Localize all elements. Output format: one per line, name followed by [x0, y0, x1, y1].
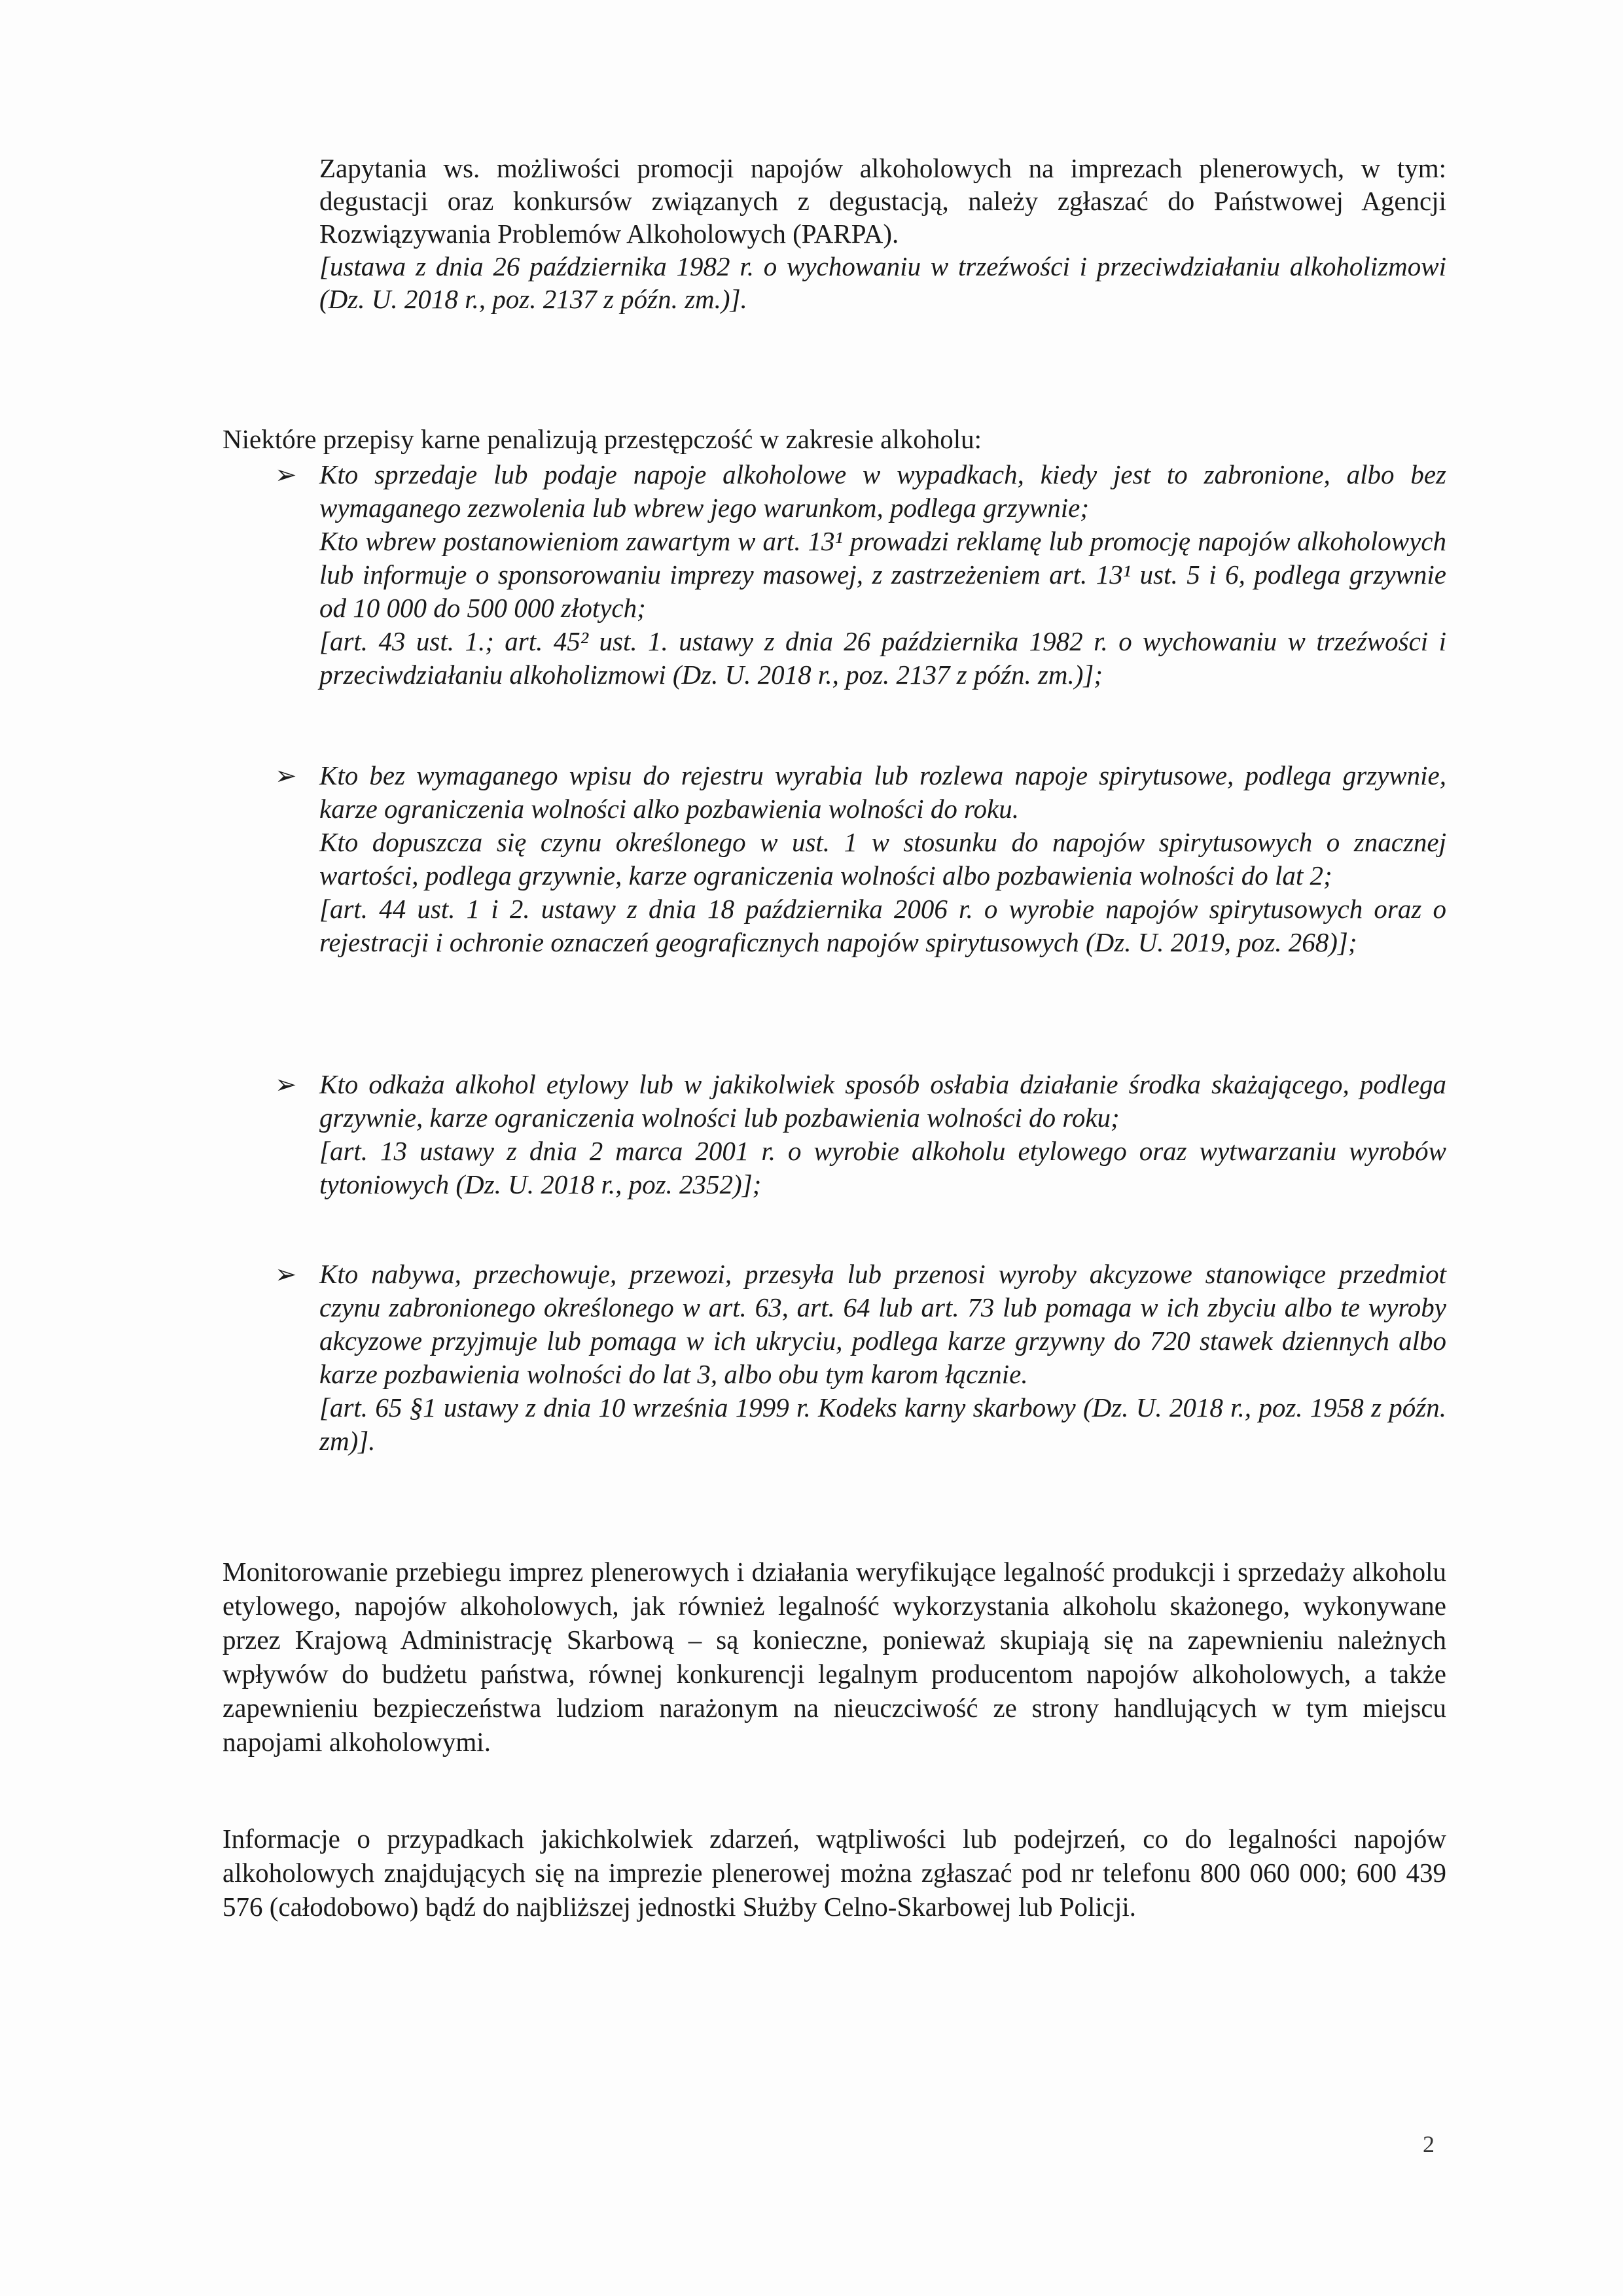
provision-citation: [art. 43 ust. 1.; art. 45² ust. 1. ustawy z dnia 26 października 1982 r. o wychowaniu w trzeźwości i przeciwdziałaniu alkoholizmowi (Dz. U. 2018 r., poz. 2137 z późn. zm.)];	[319, 626, 1446, 690]
page-number: 2	[1423, 2131, 1435, 2157]
provision-text: Kto wbrew postanowieniom zawartym w art. 13¹ prowadzi reklamę lub promocję napojów alkoholowych lub informuje o sponsorowaniu imprezy masowej, z zastrzeżeniem art. 13¹ ust. 5 i 6, podlega grzywnie od 10 000 do 500 000 złotych;	[319, 526, 1446, 623]
penal-provision-item	[275, 759, 1446, 959]
contact-information-paragraph: Informacje o przypadkach jakichkolwiek zdarzeń, wątpliwości lub podejrzeń, co do legalności napojów alkoholowych znajdujących się na imprezie plenerowej można zgłaszać pod nr telefonu 800 060 000; 600 439 576 (całodobowo) bądź do najbliższej jednostki Służby Celno-Skarbowej lub Policji.	[223, 1824, 1446, 1922]
provision-text: Kto sprzedaje lub podaje napoje alkoholowe w wypadkach, kiedy jest to zabronione, albo bez wymaganego zezwolenia lub wbrew jego warunkom, podlega grzywnie;	[319, 459, 1446, 523]
penal-provisions-intro: Niektóre przepisy karne penalizują przestępczość w zakresie alkoholu:	[223, 424, 982, 454]
penal-provision-item	[275, 458, 1446, 692]
provision-text: Kto bez wymaganego wpisu do rejestru wyrabia lub rozlewa napoje spirytusowe, podlega grzywnie, karze ograniczenia wolności alko pozbawienia wolności do roku.	[319, 760, 1446, 824]
penal-provision-item	[275, 1258, 1446, 1458]
parpa-paragraph: Zapytania ws. możliwości promocji napojów alkoholowych na imprezach plenerowych, w tym: degustacji oraz konkursów związanych z degustacją, należy zgłaszać do Państwowej Agencji Rozwiązywania Problemów Alkoholowych (PARPA).	[319, 153, 1446, 249]
provision-text: Kto nabywa, przechowuje, przewozi, przesyła lub przenosi wyroby akcyzowe stanowiące przedmiot czynu zabronionego określonego w art. 63, art. 64 lub art. 73 lub pomaga w ich zbyciu albo te wyroby akcyzowe przyjmuje lub pomaga w ich ukryciu, podlega karze grzywny do 720 stawek dziennych albo karze pozbawienia wolności do lat 3, albo obu tym karom łącznie.	[319, 1259, 1446, 1389]
provision-text: Kto dopuszcza się czynu określonego w ust. 1 w stosunku do napojów spirytusowych o znacznej wartości, podlega grzywnie, karze ograniczenia wolności albo pozbawienia wolności do lat 2;	[319, 827, 1446, 891]
penal-provision-item	[275, 1068, 1446, 1201]
section-parpa-inquiries	[319, 152, 1446, 315]
monitoring-paragraph: Monitorowanie przebiegu imprez plenerowych i działania weryfikujące legalność produkcji i sprzedaży alkoholu etylowego, napojów alkoholowych, jak również legalność wykorzystania alkoholu skażonego, wykonywane przez Krajową Administrację Skarbową – są konieczne, ponieważ skupiają się na zapewnieniu należnych wpływów do budżetu państwa, równej konkurencji legalnym producentom napojów alkoholowych, a także zapewnieniu bezpieczeństwa ludziom narażonym na nieuczciwość ze strony handlujących w tym miejscu napojami alkoholowymi.	[223, 1557, 1446, 1757]
provision-citation: [art. 65 §1 ustawy z dnia 10 września 1999 r. Kodeks karny skarbowy (Dz. U. 2018 r., poz. 1958 z późn. zm)].	[319, 1392, 1446, 1456]
arrow-bullet-icon: ➢	[275, 1260, 297, 1289]
arrow-bullet-icon: ➢	[275, 460, 297, 489]
arrow-bullet-icon: ➢	[275, 761, 297, 790]
arrow-bullet-icon: ➢	[275, 1070, 297, 1099]
parpa-legal-citation: [ustawa z dnia 26 października 1982 r. o wychowaniu w trzeźwości i przeciwdziałaniu alkoholizmowi (Dz. U. 2018 r., poz. 2137 z późn. zm.)].	[319, 251, 1446, 314]
provision-text: Kto odkaża alkohol etylowy lub w jakikolwiek sposób osłabia działanie środka skażającego, podlega grzywnie, karze ograniczenia wolności lub pozbawienia wolności do roku;	[319, 1069, 1446, 1133]
provision-citation: [art. 44 ust. 1 i 2. ustawy z dnia 18 października 2006 r. o wyrobie napojów spirytusowych oraz o rejestracji i ochronie oznaczeń geograficznych napojów spirytusowych (Dz. U. 2019, poz. 268)];	[319, 894, 1446, 957]
provision-citation: [art. 13 ustawy z dnia 2 marca 2001 r. o wyrobie alkoholu etylowego oraz wytwarzaniu wyrobów tytoniowych (Dz. U. 2018 r., poz. 2352)];	[319, 1136, 1446, 1199]
